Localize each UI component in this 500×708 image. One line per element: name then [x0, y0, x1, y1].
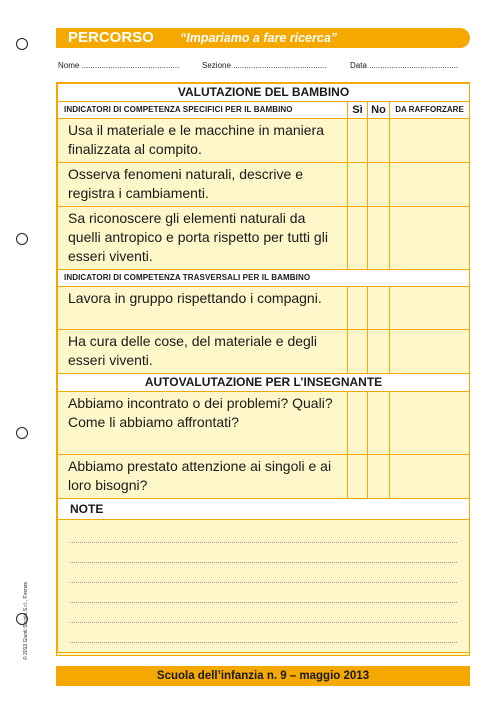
check-no-1[interactable]	[368, 119, 390, 163]
transversal-item-2: Ha cura delle cose, del materiale e degli esseri viventi.	[58, 330, 348, 374]
check-strengthen-1[interactable]	[390, 119, 470, 163]
check-no-4[interactable]	[368, 287, 390, 330]
notes-title: NOTE	[58, 499, 470, 520]
check-no-7[interactable]	[368, 455, 390, 499]
binder-hole-1	[16, 38, 28, 50]
check-yes-6[interactable]	[348, 392, 368, 455]
note-line	[70, 642, 457, 643]
table-row	[58, 163, 470, 207]
table-row	[58, 455, 470, 499]
evaluation-panel	[56, 82, 470, 656]
specific-indicators-header: INDICATORI DI COMPETENZA SPECIFICI PER IL BAMBINO	[58, 102, 348, 119]
check-no-6[interactable]	[368, 392, 390, 455]
binder-hole-2	[16, 233, 28, 245]
check-yes-5[interactable]	[348, 330, 368, 374]
check-no-3[interactable]	[368, 207, 390, 270]
footer-text: Scuola dell’infanzia n. 9 – maggio 2013	[156, 670, 370, 682]
check-no-2[interactable]	[368, 163, 390, 207]
table-row	[58, 207, 470, 270]
check-yes-3[interactable]	[348, 207, 368, 270]
specific-item-3: Sa riconoscere gli elementi naturali da quelli antropico e porta rispetto per tutti gli esseri viventi.	[58, 207, 348, 270]
date-field[interactable]: Data ........................................	[350, 61, 459, 70]
table-row	[58, 287, 470, 330]
specific-item-1: Usa il materiale e le macchine in maniera finalizzata al compito.	[58, 119, 348, 163]
check-strengthen-3[interactable]	[390, 207, 470, 270]
child-section-title: VALUTAZIONE DEL BAMBINO	[58, 84, 470, 102]
note-line	[70, 622, 457, 623]
table-row	[58, 119, 470, 163]
transversal-item-1: Lavora in gruppo rispettando i compagni.	[58, 287, 348, 330]
header-subtitle: “Impariamo a fare ricerca”	[180, 31, 338, 45]
note-line	[70, 562, 457, 563]
check-strengthen-2[interactable]	[390, 163, 470, 207]
column-strengthen: DA RAFFORZARE	[390, 102, 470, 119]
check-yes-4[interactable]	[348, 287, 368, 330]
specific-item-2: Osserva fenomeni naturali, descrive e registra i cambiamenti.	[58, 163, 348, 207]
check-strengthen-5[interactable]	[390, 330, 470, 374]
check-yes-7[interactable]	[348, 455, 368, 499]
check-yes-2[interactable]	[348, 163, 368, 207]
check-strengthen-4[interactable]	[390, 287, 470, 330]
check-yes-1[interactable]	[348, 119, 368, 163]
section-field[interactable]: Sezione ..........................................	[202, 61, 327, 70]
check-strengthen-6[interactable]	[390, 392, 470, 455]
check-strengthen-7[interactable]	[390, 455, 470, 499]
teacher-section-title: AUTOVALUTAZIONE PER L’INSEGNANTE	[58, 374, 470, 392]
column-yes: Sì	[348, 102, 368, 119]
check-no-5[interactable]	[368, 330, 390, 374]
table-row	[58, 392, 470, 455]
name-field[interactable]: Nome ............................................	[58, 61, 180, 70]
note-line	[70, 602, 457, 603]
notes-area[interactable]	[58, 520, 470, 653]
column-no: No	[368, 102, 390, 119]
info-fields	[56, 60, 470, 72]
transversal-indicators-header: INDICATORI DI COMPETENZA TRASVERSALI PER IL BAMBINO	[58, 270, 470, 287]
note-line	[70, 582, 457, 583]
table-row	[58, 330, 470, 374]
teacher-item-2: Abbiamo prestato attenzione ai singoli e ai loro bisogni?	[58, 455, 348, 499]
note-line	[70, 542, 457, 543]
binder-hole-3	[16, 427, 28, 439]
teacher-item-1: Abbiamo incontrato o dei problemi? Quali? Come li abbiamo affrontati?	[58, 392, 348, 455]
evaluation-table	[57, 83, 470, 653]
header-label: PERCORSO	[68, 29, 154, 46]
copyright-note: © 2013 Giunti Scuola S.r.l., Firenze	[23, 581, 29, 660]
